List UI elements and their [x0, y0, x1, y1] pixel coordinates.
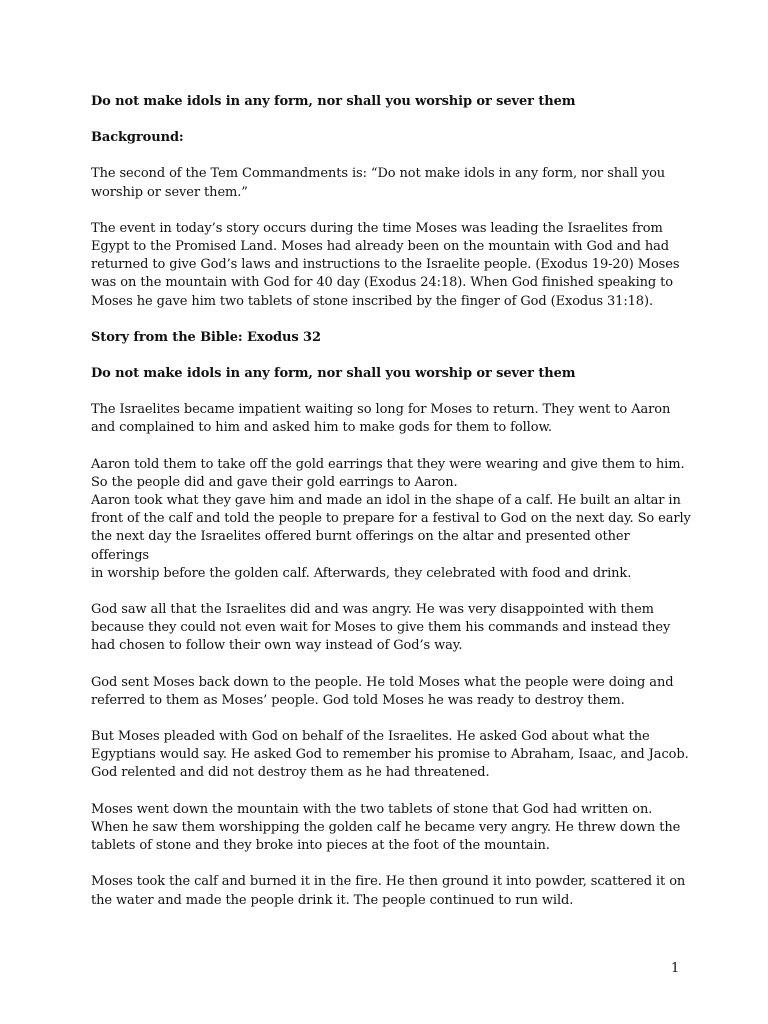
story-paragraph: The Israelites became impatient waiting so long for Moses to return. They went to Aaron and complained to him and asked him to make gods for them to follow. [91, 402, 671, 436]
story-paragraph: God sent Moses back down to the people. He told Moses what the people were doing and referred to them as Moses’ people. God told Moses he was ready to destroy them. [91, 674, 674, 708]
page-number: 1 [671, 961, 680, 976]
story-paragraph: Aaron told them to take off the gold earrings that they were wearing and give them to him. So the people did and gave their gold earrings to Aaron. Aaron took what they gave him and made an idol in the shape of a calf. He built an altar in front of the calf and told the people to prepare for a festival to God on the next day. So early the next day the Israelites offered burnt offerings on the altar and presented other offerings in worship before the golden calf. Afterwards, they celebrated with food and drink. [91, 456, 691, 581]
story-paragraph: But Moses pleaded with God on behalf of the Israelites. He asked God about what the Egyptians would say. He asked God to remember his promise to Abraham, Isaac, and Jacob. God relented and did not destroy them as he had threatened. [91, 729, 689, 781]
story-paragraph: Moses went down the mountain with the two tablets of stone that God had written on. When he saw them worshipping the golden calf he became very angry. He threw down the tablets of stone and they broke into pieces at the foot of the mountain. [91, 801, 681, 854]
story-subheading: Do not make idols in any form, nor shall you worship or sever them [91, 366, 576, 382]
story-paragraph: God saw all that the Israelites did and was angry. He was very disappointed with them because they could not even wait for Moses to give them his commands and instead they had chosen to follow their own way instead of God’s way. [91, 602, 671, 654]
background-paragraph: The second of the Tem Commandments is: “Do not make idols in any form, nor shall you worship or sever them.” [91, 166, 666, 200]
document-title: Do not make idols in any form, nor shall you worship or sever them [91, 94, 576, 109]
story-heading: Story from the Bible: Exodus 32 [91, 329, 321, 345]
background-paragraph: The event in today’s story occurs during the time Moses was leading the Israelites from Egypt to the Promised Land. Moses had already been on the mountain with God and had returned to give God’s laws and instructions to the Israelite people. (Exodus 19-20) Moses was on the mountain with God for 40 day (Exodus 24:18). When God finished speaking to Moses he gave him two tablets of stone inscribed by the finger of God (Exodus 31:18). [91, 220, 680, 309]
story-paragraph: Moses took the calf and burned it in the fire. He then ground it into powder, scattered it on the water and made the people drink it. The people continued to run wild. [91, 874, 686, 908]
document-body [91, 93, 691, 928]
background-heading: Background: [91, 130, 184, 146]
